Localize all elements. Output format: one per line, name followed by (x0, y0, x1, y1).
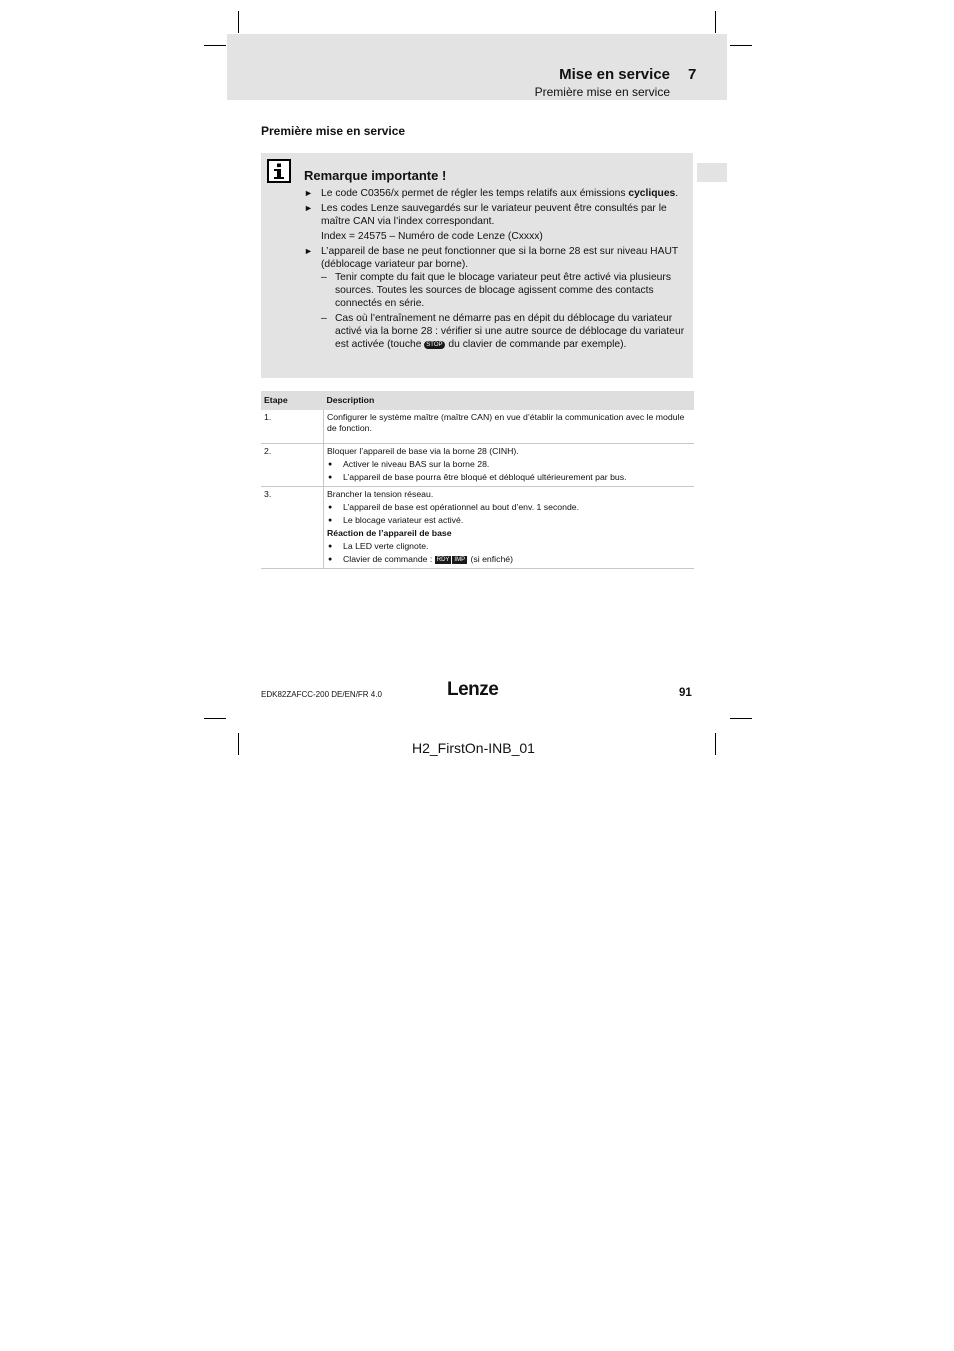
important-note-box (261, 153, 693, 378)
section-heading: Première mise en service (261, 124, 406, 138)
step-text: Configurer le système maître (maître CAN) en vue d’établir la communication avec le module de fonction. (327, 412, 685, 433)
info-i-icon (267, 159, 291, 183)
step-description (324, 487, 695, 569)
note-text: L’appareil de base ne peut fonctionner que si la borne 28 est sur niveau HAUT (déblocage variateur par borne). (321, 246, 679, 270)
note-text: Le code C0356/x permet de régler les temps relatifs aux émissions (321, 188, 629, 199)
page-number: 91 (679, 687, 692, 699)
crop-mark (204, 45, 226, 46)
list-item: ● Clavier de commande : RDY IMP (si enfiché) (328, 554, 513, 564)
table-header-row (261, 391, 694, 410)
arrow-bullet-icon: ► (304, 188, 313, 198)
note-item (304, 202, 686, 228)
crop-mark (204, 718, 226, 719)
crop-mark (715, 733, 716, 755)
stop-key-icon: STOP (426, 342, 443, 348)
chapter-subtitle: Première mise en service (534, 85, 670, 99)
table-row (261, 410, 694, 444)
note-text: Tenir compte du fait que le blocage variateur peut être activé via plusieurs sources. Toutes les sources de blocage agissent comme des contacts connectés en série. (335, 272, 671, 309)
list-item: ● L’appareil de base est opérationnel au bout d’env. 1 seconde. (328, 502, 580, 512)
note-subitem: – Tenir compte du fait que le blocage variateur peut être activé via plusieurs sources. Toutes les sources de blocage agissent comme des contacts connectés en série. (321, 272, 671, 309)
list-item: ● Le blocage variateur est activé. (328, 515, 464, 525)
bullet-dot-icon: ● (328, 461, 333, 468)
note-text: du clavier de commande par exemple). (445, 339, 627, 350)
note-body (304, 187, 686, 351)
bullet-dot-icon: ● (328, 543, 333, 550)
note-item (304, 187, 686, 200)
table-row (261, 487, 694, 569)
list-item: ● La LED verte clignote. (328, 541, 429, 551)
table-row (261, 444, 694, 487)
bullet-dot-icon: ● (328, 504, 333, 511)
bullet-dot-icon: ● (328, 474, 333, 481)
step-description (324, 410, 695, 444)
step-number: 2. (261, 444, 324, 487)
arrow-bullet-icon: ► (304, 246, 313, 256)
reaction-heading: Réaction de l’appareil de base (327, 528, 452, 538)
note-subitem: – Cas où l’entraînement ne démarre pas en dépit du déblocage du variateur activé via la borne 28 : vérifier si une autre source de déblocage du variateur est activée (touche STOP du clavier de commande par exemple). (321, 313, 685, 350)
note-index-line: Index = 24575 – Numéro de code Lenze (Cxxxx) (321, 231, 543, 242)
list-item: ● L’appareil de base pourra être bloqué et débloqué ultérieurement par bus. (328, 472, 627, 482)
crop-mark (730, 718, 752, 719)
chapter-title: Mise en service (559, 66, 670, 83)
lenze-logo: Lenze (447, 679, 499, 700)
imp-display-icon: IMP (454, 557, 466, 563)
step-text: Bloquer l’appareil de base via la borne 28 (CINH). (327, 446, 519, 456)
steps-table (261, 391, 694, 569)
note-text: Les codes Lenze sauvegardés sur le variateur peuvent être consultés par le maître CAN via l’index correspondant. (321, 203, 667, 227)
rdy-display-icon: RDY (436, 557, 450, 563)
step-number: 1. (261, 410, 324, 444)
column-header-step: Etape (261, 391, 324, 410)
crop-mark (238, 733, 239, 755)
note-text-bold: cycliques (628, 188, 676, 199)
note-item (304, 245, 686, 271)
list-item: ● Activer le niveau BAS sur la borne 28. (328, 459, 490, 469)
side-tab-marker (697, 163, 727, 182)
bullet-dot-icon: ● (328, 517, 333, 524)
note-text: . (675, 188, 679, 199)
step-text: Brancher la tension réseau. (327, 489, 434, 499)
document-id: EDK82ZAFCC-200 DE/EN/FR 4.0 (261, 690, 382, 699)
crop-mark (238, 11, 239, 33)
crop-mark (715, 11, 716, 33)
crop-mark (730, 45, 752, 46)
footer-label: H2_FirstOn-INB_01 (412, 740, 535, 756)
note-text: Cas où l’entraînement ne démarre pas en dépit du déblocage du variateur activé via la borne 28 : vérifier si une autre source de déblocage du variateur est activée (touche (335, 313, 685, 350)
step-description (324, 444, 695, 487)
step-number: 3. (261, 487, 324, 569)
arrow-bullet-icon: ► (304, 203, 313, 213)
note-title: Remarque importante ! (304, 168, 447, 183)
bullet-dot-icon: ● (328, 556, 333, 563)
chapter-number: 7 (688, 66, 697, 83)
column-header-description: Description (324, 391, 695, 410)
